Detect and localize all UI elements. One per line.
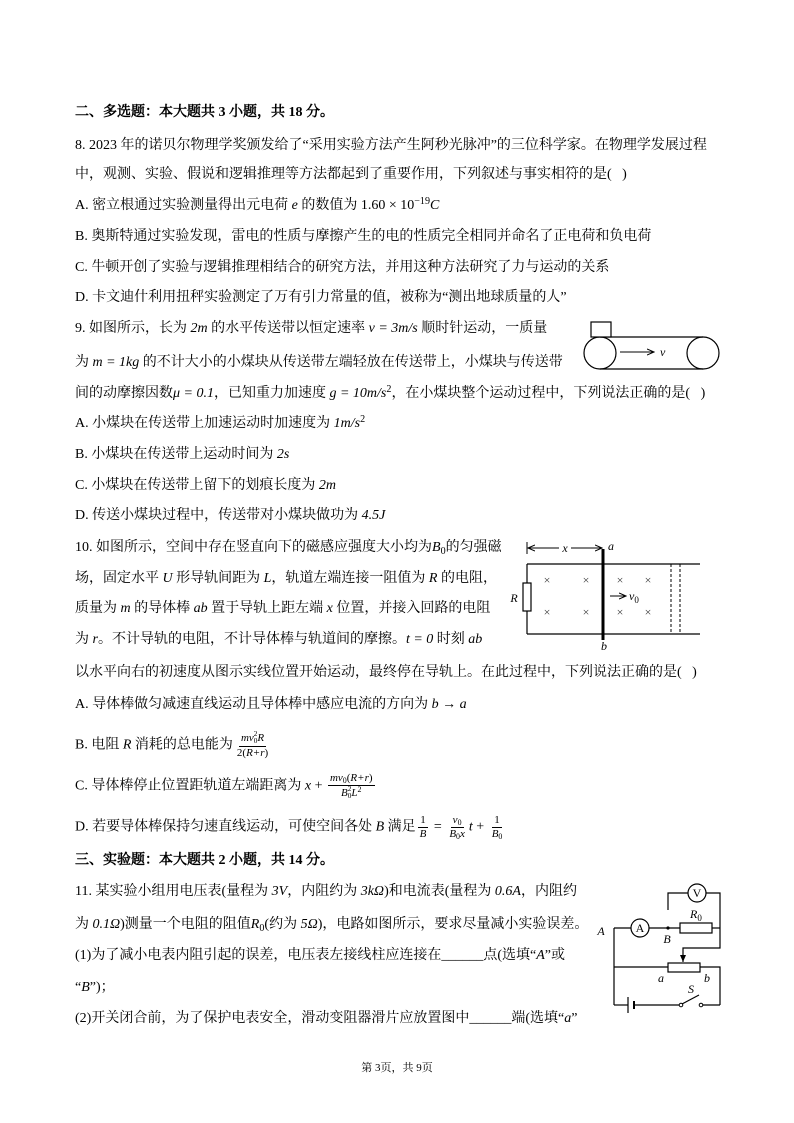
- resistor-symbol: R: [690, 907, 698, 921]
- text-run: ，内阻约为: [287, 884, 361, 899]
- subscript: 0: [498, 832, 503, 842]
- q10-option-d: [75, 814, 506, 841]
- q10-stem-line-4: [75, 630, 482, 650]
- node-a-label: A: [597, 924, 605, 938]
- superscript: 2: [253, 730, 258, 738]
- fraction-denominator: [490, 828, 505, 841]
- math-variable: C: [430, 198, 440, 213]
- field-cross: ×: [582, 573, 590, 587]
- text-run: 质量为: [75, 601, 121, 616]
- text-run: ，轨道左端连接一阻值为: [271, 571, 429, 586]
- math-variable: g = 10m/s: [329, 386, 387, 401]
- resistor-label: R: [510, 591, 518, 605]
- q10-stem-line-3: [75, 599, 490, 619]
- math-variable: R: [257, 731, 265, 744]
- fraction: [447, 814, 467, 841]
- page-footer: 第 3页，共 9页: [361, 1062, 433, 1074]
- math-variable: x: [326, 601, 333, 616]
- text-run: ”)；: [89, 980, 115, 995]
- math-variable: b → a: [431, 697, 467, 712]
- subscript: 0: [440, 545, 446, 557]
- q10-stem-line-5: [75, 663, 697, 683]
- math-variable: 1m/s: [333, 416, 361, 431]
- math-variable: L: [351, 786, 358, 799]
- text-run: 满足: [384, 819, 416, 835]
- q8-option-b: [75, 227, 651, 247]
- text-run: B. 小煤块在传送带上运动时间为: [75, 447, 277, 462]
- math-variable: B: [491, 828, 499, 840]
- text-run: B. 电阻: [75, 737, 123, 753]
- math-variable: 2m: [190, 321, 208, 336]
- text-run: (1)为了减小电表内阻引起的误差，电压表左接线柱应连接在______点(选填“: [75, 948, 537, 963]
- subscript: 0: [456, 832, 460, 842]
- text-run: ): [264, 746, 269, 759]
- math-variable: R: [122, 737, 132, 753]
- math-variable: mv: [329, 772, 343, 784]
- conveyor-belt-figure: [580, 318, 725, 378]
- text-run: 二、多选题：本大题共 3 小题，共 18 分。: [75, 105, 334, 120]
- text-run: A. 密立根通过实验测量得出元电荷: [75, 198, 292, 213]
- math-variable: μ = 0.1: [173, 386, 214, 401]
- text-run: 的数值为 1.60 × 10: [297, 198, 415, 213]
- text-run: 为: [75, 355, 93, 370]
- bar-end-b-label: b: [601, 639, 607, 653]
- text-run: 11. 某实验小组用电压表(量程为: [75, 884, 272, 899]
- field-cross: ×: [616, 573, 624, 587]
- subscript: 0: [457, 818, 462, 828]
- math-variable: B: [81, 980, 90, 995]
- text-run: 的导体棒: [130, 601, 194, 616]
- math-variable: B: [432, 540, 441, 555]
- section-3-heading: [75, 851, 334, 871]
- text-run: 10. 如图所示，空间中存在竖直向下的磁感应强度大小均为: [75, 540, 432, 555]
- superscript: 2: [386, 384, 392, 396]
- text-run: ”或: [544, 948, 565, 963]
- velocity-subscript: 0: [634, 595, 639, 605]
- math-variable: 2m: [318, 478, 336, 493]
- text-run: 。不计导轨的电阻，不计导体棒与轨道间的摩擦。: [97, 632, 406, 647]
- field-cross: ×: [582, 605, 590, 619]
- node-b-dot: [666, 926, 669, 929]
- q11-stem-line-1: [75, 882, 577, 902]
- text-run: 以水平向右的初速度从图示实线位置开始运动，最终停在导轨上。在此过程中，下列说法正确的是( ): [75, 665, 697, 680]
- field-cross: ×: [543, 573, 551, 587]
- math-variable: x: [304, 778, 312, 794]
- math-variable: v = 3m/s: [368, 321, 418, 336]
- fraction-numerator: [418, 814, 428, 828]
- switch-contact: [699, 1003, 703, 1007]
- text-run: 8. 2023 年的诺贝尔物理学奖颁发给了“采用实验方法产生阿秒光脉冲”的三位科学家。在物理学发展过程: [75, 138, 707, 153]
- text-run: 消耗的总电能为: [131, 737, 233, 753]
- math-variable: ab: [468, 632, 483, 647]
- text-run: 中，观测、实验、假说和逻辑推理等方法都起到了重要作用，下列叙述与事实相符的是( ): [75, 167, 627, 182]
- fraction-denominator: [235, 747, 270, 760]
- voltmeter-label: V: [692, 886, 702, 900]
- math-variable: B: [449, 828, 457, 840]
- math-variable: x: [460, 828, 465, 840]
- text-run: “: [75, 980, 82, 995]
- math-variable: U: [162, 571, 173, 586]
- bar-end-a-label: a: [608, 539, 614, 553]
- subscript: 0: [347, 792, 352, 801]
- superscript: 2: [357, 785, 362, 794]
- distance-label: x: [562, 541, 568, 555]
- slide-rheostat: [668, 963, 700, 972]
- initial-velocity-label: [629, 589, 639, 605]
- resistor: [523, 583, 531, 611]
- coal-block: [591, 322, 611, 337]
- text-run: 位置，并接入回路的电阻: [332, 601, 491, 616]
- field-cross: ×: [644, 605, 652, 619]
- circuit-figure: [595, 878, 725, 1013]
- math-variable: 5Ω: [300, 917, 318, 932]
- text-run: 2(: [236, 746, 247, 759]
- text-run: D. 卡文迪什利用扭秤实验测定了万有引力常量的值，被称为“测出地球质量的人”: [75, 290, 567, 305]
- text-run: 时刻: [433, 632, 469, 647]
- fraction-numerator: [451, 814, 464, 828]
- math-variable: 4.5J: [361, 508, 386, 523]
- text-run: C. 导体棒停止位置距轨道左端距离为: [75, 778, 305, 794]
- math-variable: L: [263, 571, 272, 586]
- math-variable: R: [250, 917, 260, 932]
- q9-stem-line-1: [75, 319, 547, 339]
- q10-stem-line-1: [75, 538, 502, 559]
- text-run: A. 小煤块在传送带上加速运动时加速度为: [75, 416, 334, 431]
- math-variable: ab: [193, 601, 208, 616]
- text-run: 的水平传送带以恒定速率: [207, 321, 369, 336]
- magnetic-rail-figure: [505, 538, 700, 653]
- text-run: )，电路如图所示，要求尽量减小实验误差。: [317, 917, 589, 932]
- wire-rheostat-right: [700, 967, 720, 1005]
- velocity-symbol: v: [629, 589, 635, 603]
- text-run: =: [430, 819, 446, 835]
- q8-option-d: [75, 288, 567, 308]
- q10-option-b: [75, 731, 272, 760]
- fraction-numerator: [328, 772, 375, 786]
- math-variable: t: [468, 819, 473, 835]
- fraction-denominator: [418, 828, 429, 841]
- right-roller: [687, 337, 719, 369]
- text-run: ，在小煤块整个运动过程中，下列说法正确的是( ): [391, 386, 706, 401]
- math-variable: 0.6A: [494, 884, 521, 899]
- subscript: 0: [253, 737, 258, 746]
- text-run: 场，固定水平: [75, 571, 163, 586]
- math-variable: e: [291, 198, 298, 213]
- math-variable: 0.1Ω: [92, 917, 121, 932]
- q9-option-c: [75, 476, 336, 496]
- fraction: [235, 731, 270, 760]
- math-variable: B: [341, 786, 348, 799]
- text-run: A. 导体棒做匀减速直线运动且导体棒中感应电流的方向为: [75, 697, 432, 712]
- ammeter-label: A: [635, 921, 645, 935]
- voltmeter-left-lead: [668, 893, 688, 910]
- text-run: (约为: [264, 917, 301, 932]
- fraction: [328, 772, 375, 801]
- math-variable: v: [452, 814, 458, 826]
- text-run: ”: [571, 1011, 578, 1026]
- field-cross: ×: [616, 605, 624, 619]
- subscript: 0: [342, 776, 347, 786]
- q9-option-b: [75, 445, 289, 465]
- text-run: +: [311, 778, 326, 794]
- q11-part-1-line-2: [75, 978, 115, 998]
- q8-stem-line-1: [75, 136, 707, 156]
- resistor-subscript: 0: [697, 913, 702, 923]
- q9-option-d: [75, 506, 385, 526]
- math-variable: 3V: [271, 884, 288, 899]
- fraction-numerator: [492, 814, 502, 828]
- text-run: 的不计大小的小煤块从传送带左端轻放在传送带上，小煤块与传送带: [139, 355, 563, 370]
- text-run: (: [346, 772, 351, 784]
- fraction: [418, 814, 429, 841]
- q9-option-a: [75, 414, 365, 435]
- math-variable: R+r: [350, 772, 369, 784]
- text-run: (2)开关闭合前，为了保护电表安全，滑动变阻器滑片应放置图中______端(选填“: [75, 1011, 565, 1026]
- text-run: 间的动摩擦因数: [75, 386, 173, 401]
- fraction-denominator: [447, 828, 467, 841]
- superscript: 2: [347, 785, 352, 793]
- text-run: 9. 如图所示，长为: [75, 321, 191, 336]
- text-run: )和电流表(量程为: [384, 884, 495, 899]
- math-variable: 3kΩ: [360, 884, 385, 899]
- math-variable: B: [375, 819, 385, 835]
- text-run: D. 若要导体棒保持匀速直线运动，可使空间各处: [75, 819, 376, 835]
- subscript: 0: [259, 922, 265, 934]
- text-run: 三、实验题：本大题共 2 小题，共 14 分。: [75, 853, 334, 868]
- text-run: C. 牛顿开创了实验与逻辑推理相结合的研究方法，并用这种方法研究了力与运动的关系: [75, 260, 610, 275]
- q10-stem-line-2: [75, 569, 497, 589]
- math-variable: B: [419, 828, 427, 840]
- math-variable: 2s: [276, 447, 290, 462]
- text-run: 形导轨间距为: [172, 571, 264, 586]
- text-run: )测量一个电阻的阻值: [120, 917, 251, 932]
- rheostat-end-a-label: a: [658, 971, 664, 985]
- q9-stem-line-2: [75, 353, 563, 373]
- text-run: 为: [75, 632, 93, 647]
- superscript: 2: [360, 414, 366, 426]
- rheostat-end-b-label: b: [704, 971, 710, 985]
- q11-part-2-line-1: [75, 1009, 577, 1029]
- q9-stem-line-3: [75, 384, 705, 405]
- fraction-denominator: [339, 786, 363, 801]
- math-variable: mv: [240, 731, 254, 744]
- math-variable: A: [536, 948, 545, 963]
- math-variable: R+r: [246, 746, 265, 759]
- switch-blade: [682, 995, 699, 1004]
- text-run: 置于导轨上距左端: [207, 601, 327, 616]
- text-run: 的电阻，: [437, 571, 497, 586]
- resistor-r0: [680, 923, 712, 933]
- q8-option-c: [75, 258, 609, 278]
- text-run: B. 奥斯特通过实验发现，雷电的性质与摩擦产生的电的性质完全相同并命名了正电荷和负电荷: [75, 229, 652, 244]
- resistor-r0-label: [689, 907, 702, 923]
- q10-option-a: [75, 695, 467, 715]
- math-variable: r: [92, 632, 98, 647]
- text-run: D. 传送小煤块过程中，传送带对小煤块做功为: [75, 508, 362, 523]
- node-b-label: B: [663, 932, 671, 946]
- fraction: [490, 814, 505, 841]
- q8-stem-line-2: [75, 165, 627, 185]
- text-run: ): [368, 772, 373, 784]
- switch-label: S: [688, 982, 694, 996]
- section-2-heading: [75, 103, 334, 123]
- belt-velocity-label: v: [660, 345, 666, 359]
- text-run: 为: [75, 917, 93, 932]
- superscript: −19: [414, 196, 431, 208]
- math-variable: m = 1kg: [92, 355, 140, 370]
- q11-stem-line-2: [75, 915, 588, 936]
- text-run: 的匀强磁: [445, 540, 502, 555]
- text-run: C. 小煤块在传送带上留下的划痕长度为: [75, 478, 319, 493]
- text-run: ，已知重力加速度: [213, 386, 330, 401]
- q11-part-1-line-1: [75, 946, 565, 966]
- text-run: +: [472, 819, 488, 835]
- math-variable: m: [120, 601, 131, 616]
- text-run: 1: [420, 814, 426, 826]
- math-variable: a: [564, 1011, 572, 1026]
- text-run: ，内阻约: [520, 884, 577, 899]
- text-run: 1: [494, 814, 500, 826]
- math-variable: R: [428, 571, 438, 586]
- math-variable: t = 0: [405, 632, 434, 647]
- text-run: 顺时针运动，一质量: [417, 321, 548, 336]
- left-roller: [584, 337, 616, 369]
- fraction-numerator: [239, 731, 266, 747]
- q8-option-a: [75, 196, 439, 217]
- field-cross: ×: [644, 573, 652, 587]
- q10-option-c: [75, 772, 377, 801]
- field-cross: ×: [543, 605, 551, 619]
